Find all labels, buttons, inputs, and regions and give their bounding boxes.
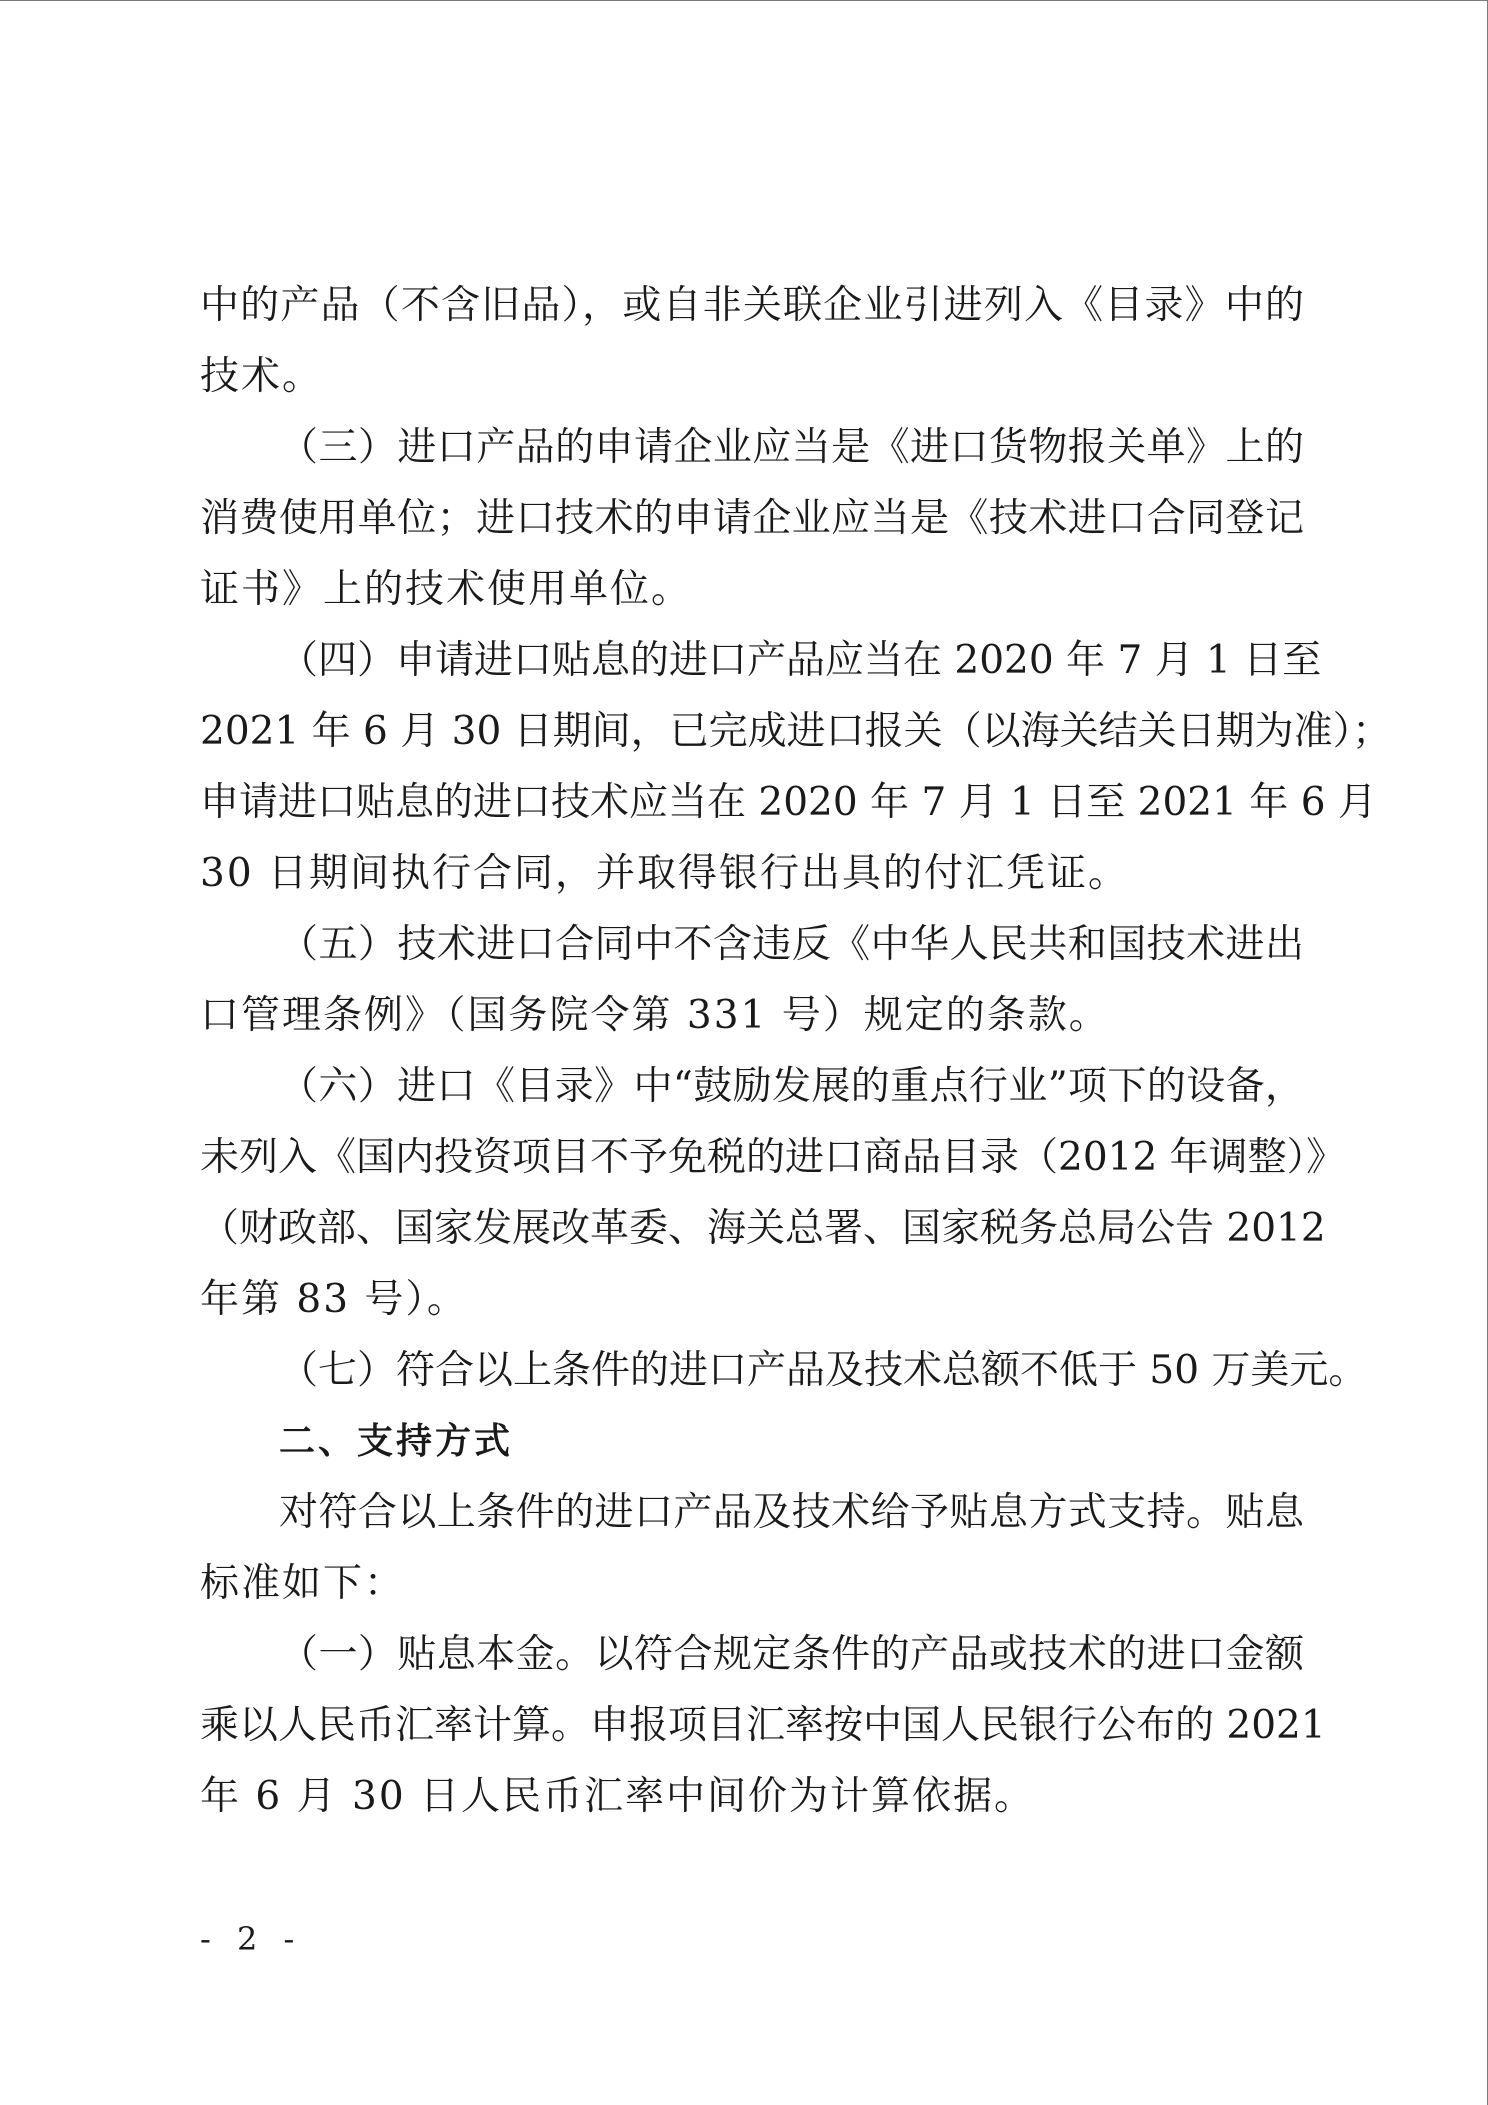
page-number: - 2 - [200,1920,303,1958]
paragraph-line: 年 6 月 30 日人民币汇率中间价为计算依据。 [200,1774,1036,1819]
paragraph-line: （财政部、国家发展改革委、海关总署、国家税务总局公告 2012 [200,1206,1326,1251]
paragraph-line: （五）技术进口合同中不含违反《中华人民共和国技术进出 [279,922,1304,967]
section-heading: 二、支持方式 [279,1421,514,1462]
paragraph-line: 证书》上的技术使用单位。 [200,567,693,612]
paragraph-line: （三）进口产品的申请企业应当是《进口货物报关单》上的 [279,425,1304,470]
paragraph-line: 未列入《国内投资项目不予免税的进口商品目录（2012 年调整）》 [200,1135,1346,1180]
paragraph-line: 申请进口贴息的进口技术应当在 2020 年 7 月 1 日至 2021 年 6 月 [200,780,1377,825]
paragraph-line: 消费使用单位；进口技术的申请企业应当是《技术进口合同登记 [200,496,1304,541]
paragraph-line: 口管理条例》（国务院令第 331 号）规定的条款。 [200,993,1110,1038]
paragraph-line: （七）符合以上条件的进口产品及技术总额不低于 50 万美元。 [279,1348,1368,1393]
paragraph-line: 乘以人民币汇率计算。申报项目汇率按中国人民银行公布的 2021 [200,1703,1326,1748]
paragraph-line: 标准如下： [200,1561,406,1606]
paragraph-line: （一）贴息本金。以符合规定条件的产品或技术的进口金额 [279,1632,1304,1677]
page-border-top [0,0,1488,1]
paragraph-line: 对符合以上条件的进口产品及技术给予贴息方式支持。贴息 [279,1490,1304,1535]
paragraph-line: 30 日期间执行合同，并取得银行出具的付汇凭证。 [200,851,1130,896]
paragraph-line: （六）进口《目录》中“鼓励发展的重点行业”项下的设备， [279,1064,1304,1109]
paragraph-line: 中的产品（不含旧品），或自非关联企业引进列入《目录》中的 [200,283,1304,328]
paragraph-line: （四）申请进口贴息的进口产品应当在 2020 年 7 月 1 日至 [279,638,1322,683]
document-body [200,270,1392,1832]
paragraph-line: 年第 83 号）。 [200,1277,468,1322]
paragraph-line: 2021 年 6 月 30 日期间，已完成进口报关（以海关结关日期为准）； [200,709,1392,754]
paragraph-line: 技术。 [200,354,324,399]
